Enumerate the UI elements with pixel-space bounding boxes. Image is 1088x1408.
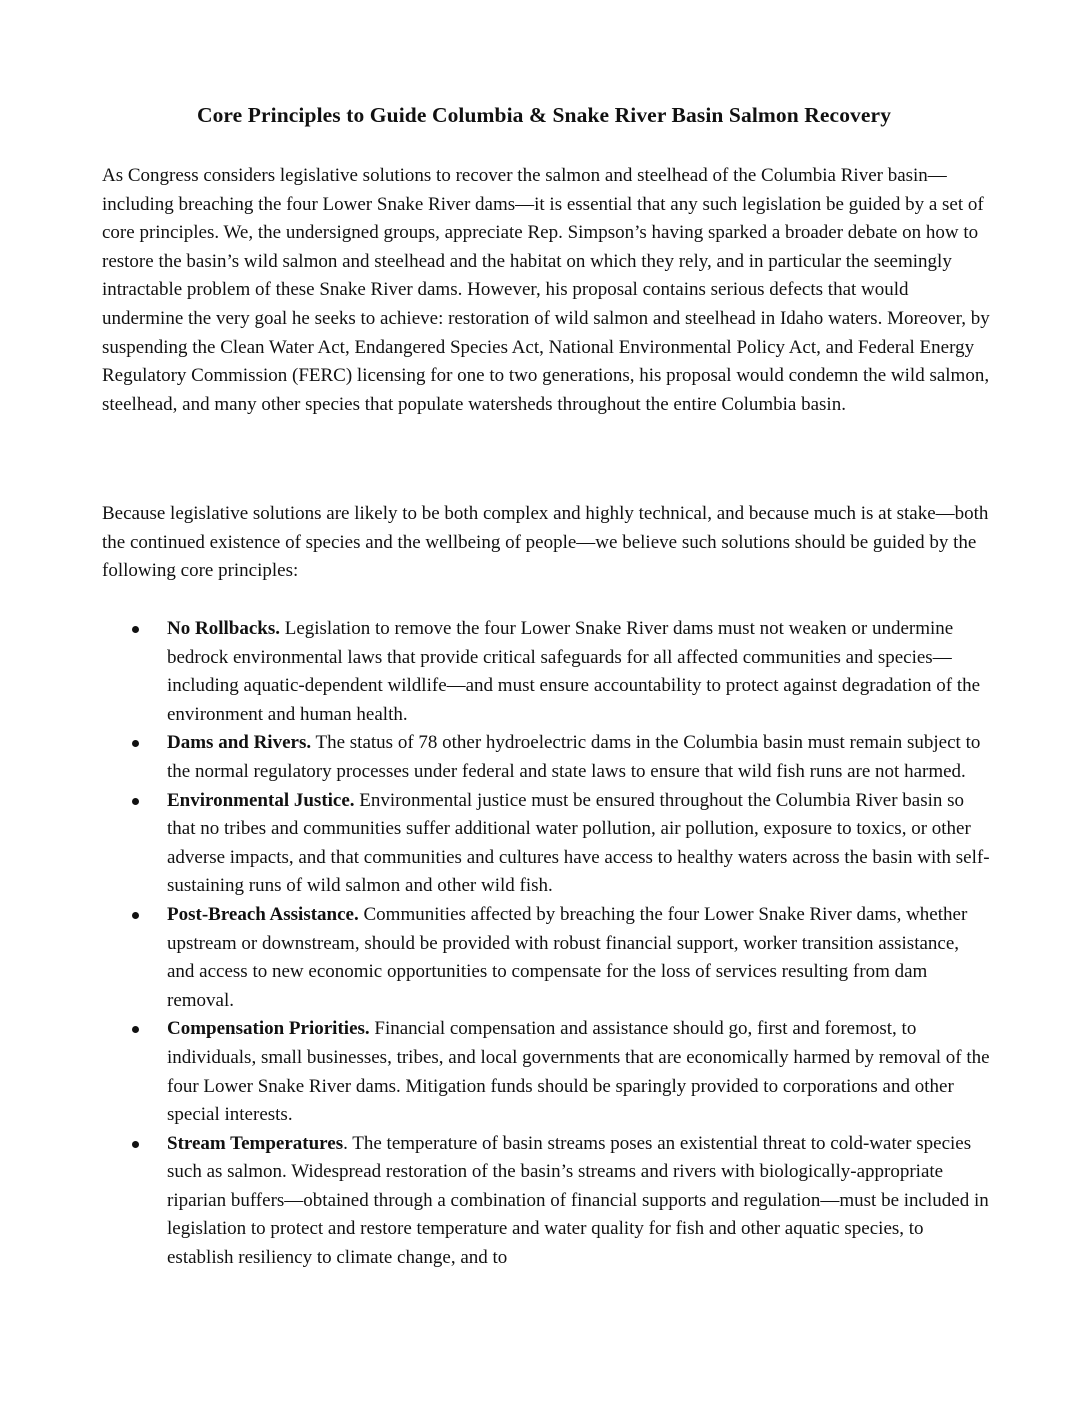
principle-stream-temperatures	[126, 1130, 990, 1273]
principle-text: The status of 78 other hydroelectric dams in the Columbia basin must remain subject to the normal regulatory processes under federal and state laws to ensure that wild fish runs are not harmed.	[167, 732, 981, 782]
principle-text: . The temperature of basin streams poses an existential threat to cold-water species such as salmon. Widespread restoration of the basin’s streams and rivers with biologically-appropriate riparian buffers—obtained through a combination of financial supports and regulation—must be included in legislation to protect and restore temperature and water quality for fish and other aquatic species, to establish resiliency to climate change, and to	[167, 1132, 989, 1269]
principles-list	[126, 615, 990, 1273]
principle-text: Financial compensation and assistance should go, first and foremost, to individuals, small businesses, tribes, and local governments that are economically harmed by removal of the four Lower Snake River dams. Mitigation funds should be sparingly provided to corporations and other special interests.	[167, 1018, 990, 1126]
principle-compensation-priorities	[126, 1015, 990, 1129]
bullet-icon	[132, 740, 139, 747]
bullet-icon	[132, 1141, 139, 1148]
principle-heading: Compensation Priorities.	[167, 1018, 370, 1040]
principle-heading: Environmental Justice.	[167, 789, 355, 811]
document-title: Core Principles to Guide Columbia & Snake River Basin Salmon Recovery	[196, 103, 892, 127]
principle-text: Communities affected by breaching the four Lower Snake River dams, whether upstream or downstream, should be provided with robust financial support, worker transition assistance, and access to new economic opportunities to compensate for the loss of services resulting from dam removal.	[167, 903, 968, 1011]
bullet-icon	[132, 798, 139, 805]
intro-paragraph: As Congress considers legislative solutions to recover the salmon and steelhead of the Columbia River basin—including breaching the four Lower Snake River dams—it is essential that any such legislation be guided by a set of core principles. We, the undersigned groups, appreciate Rep. Simpson’s having sparked a broader debate on how to restore the basin’s wild salmon and steelhead and the habitat on which they rely, and in particular the seemingly intractable problem of these Snake River dams. However, his proposal contains serious defects that would undermine the very goal he seeks to achieve: restoration of wild salmon and steelhead in Idaho waters. Moreover, by suspending the Clean Water Act, Endangered Species Act, National Environmental Policy Act, and Federal Energy Regulatory Commission (FERC) licensing for one to two generations, his proposal would condemn the wild salmon, steelhead, and many other species that populate watersheds throughout the entire Columbia basin.	[102, 165, 990, 415]
principle-post-breach-assistance	[126, 901, 990, 1015]
principle-heading: Dams and Rivers.	[167, 732, 312, 754]
principles-lead-paragraph: Because legislative solutions are likely to be both complex and highly technical, and because much is at stake—both the continued existence of species and the wellbeing of people—we believe such solutions should be guided by the following core principles:	[102, 503, 989, 582]
bullet-icon	[132, 626, 139, 633]
bullet-icon	[132, 1026, 139, 1033]
principle-dams-and-rivers	[126, 729, 990, 786]
principle-heading: Post-Breach Assistance.	[167, 903, 359, 925]
principle-text: Environmental justice must be ensured throughout the Columbia River basin so that no tribes and communities suffer additional water pollution, air pollution, exposure to toxics, or other adverse impacts, and that communities and cultures have access to healthy waters across the basin with self-sustaining runs of wild salmon and other wild fish.	[167, 789, 990, 897]
principle-no-rollbacks	[126, 615, 990, 729]
principle-heading: No Rollbacks.	[167, 618, 280, 639]
bullet-icon	[132, 912, 139, 919]
principle-heading: Stream Temperatures	[167, 1132, 344, 1154]
principle-environmental-justice	[126, 787, 990, 901]
principle-text: Legislation to remove the four Lower Snake River dams must not weaken or undermine bedrock environmental laws that provide critical safeguards for all affected communities and species—including aquatic-dependent wildlife—and must ensure accountability to protect against degradation of the environment and human health.	[167, 618, 981, 725]
